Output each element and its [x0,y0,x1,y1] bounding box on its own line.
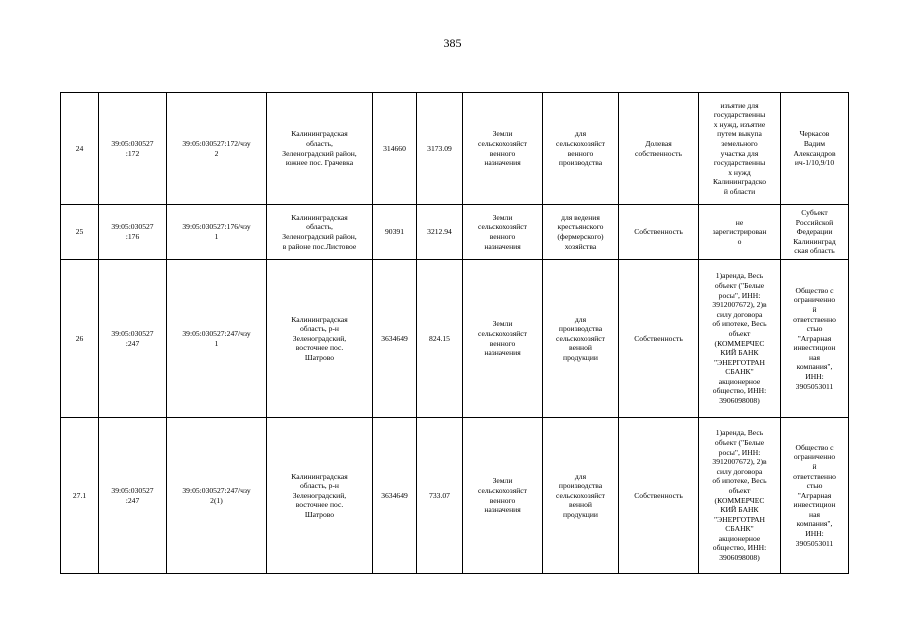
land-plots-table [60,92,849,574]
page-number: 385 [443,36,462,50]
land-category: Земли сельскохозяйст венного назначения [463,418,543,574]
permitted-use: для производства сельскохозяйст венной продукции [543,418,619,574]
row-number: 24 [61,93,99,205]
table-row [61,418,849,574]
encumbrance: не зарегистрирован о [699,205,781,260]
value: 824.15 [417,260,463,418]
area: 90391 [373,205,417,260]
right-type: Собственность [619,205,699,260]
location: Калининградская область, Зеленоградский район, южнее пос. Грачевка [267,93,373,205]
area: 314660 [373,93,417,205]
encumbrance: изъятие для государственны х нужд, изъятие путем выкупа земельного участка для государственны х нужд Калининградско й области [699,93,781,205]
row-number: 27.1 [61,418,99,574]
cadastral-block: 39:05:030527 :176 [99,205,167,260]
value: 3173.09 [417,93,463,205]
cadastral-block: 39:05:030527 :172 [99,93,167,205]
cadastral-number: 39:05:030527:247/чзу 1 [167,260,267,418]
permitted-use: для ведения крестьянского (фермерского) хозяйства [543,205,619,260]
location: Калининградская область, Зеленоградский район, в районе пос.Листовое [267,205,373,260]
owner: Черкасов Вадим Александров ич-1/10,9/10 [781,93,849,205]
location: Калининградская область, р-н Зеленоградский, восточнее пос. Шатрово [267,260,373,418]
land-category: Земли сельскохозяйст венного назначения [463,260,543,418]
permitted-use: для сельскохозяйст венного производства [543,93,619,205]
land-category: Земли сельскохозяйст венного назначения [463,93,543,205]
cadastral-block: 39:05:030527 :247 [99,260,167,418]
right-type: Собственность [619,418,699,574]
location: Калининградская область, р-н Зеленоградский, восточнее пос. Шатрово [267,418,373,574]
table-row [61,205,849,260]
table-row [61,260,849,418]
right-type: Долевая собственность [619,93,699,205]
owner: Общество с ограниченно й ответственно стью "Аграрная инвестицион ная компания", ИНН: 3905053011 [781,418,849,574]
cadastral-number: 39:05:030527:176/чзу 1 [167,205,267,260]
permitted-use: для производства сельскохозяйст венной продукции [543,260,619,418]
table-row [61,93,849,205]
owner: Субъект Российской Федерации Калининград ская область [781,205,849,260]
area: 3634649 [373,418,417,574]
area: 3634649 [373,260,417,418]
cadastral-number: 39:05:030527:247/чзу 2(1) [167,418,267,574]
cadastral-number: 39:05:030527:172/чзу 2 [167,93,267,205]
value: 733.07 [417,418,463,574]
owner: Общество с ограниченно й ответственно стью "Аграрная инвестицион ная компания", ИНН: 3905053011 [781,260,849,418]
encumbrance: 1)аренда, Весь объект ("Белые росы", ИНН: 3912007672), 2)в силу договора об ипотеке, Весь объект (КОММЕРЧЕС КИЙ БАНК "ЭНЕРГОТРАН СБАНК" акционерное общество, ИНН: 3906098008) [699,260,781,418]
value: 3212.94 [417,205,463,260]
row-number: 26 [61,260,99,418]
land-category: Земли сельскохозяйст венного назначения [463,205,543,260]
right-type: Собственность [619,260,699,418]
encumbrance: 1)аренда, Весь объект ("Белые росы", ИНН: 3912007672), 2)в силу договора об ипотеке, Весь объект (КОММЕРЧЕС КИЙ БАНК "ЭНЕРГОТРАН СБАНК" акционерное общество, ИНН: 3906098008) [699,418,781,574]
row-number: 25 [61,205,99,260]
cadastral-block: 39:05:030527 :247 [99,418,167,574]
